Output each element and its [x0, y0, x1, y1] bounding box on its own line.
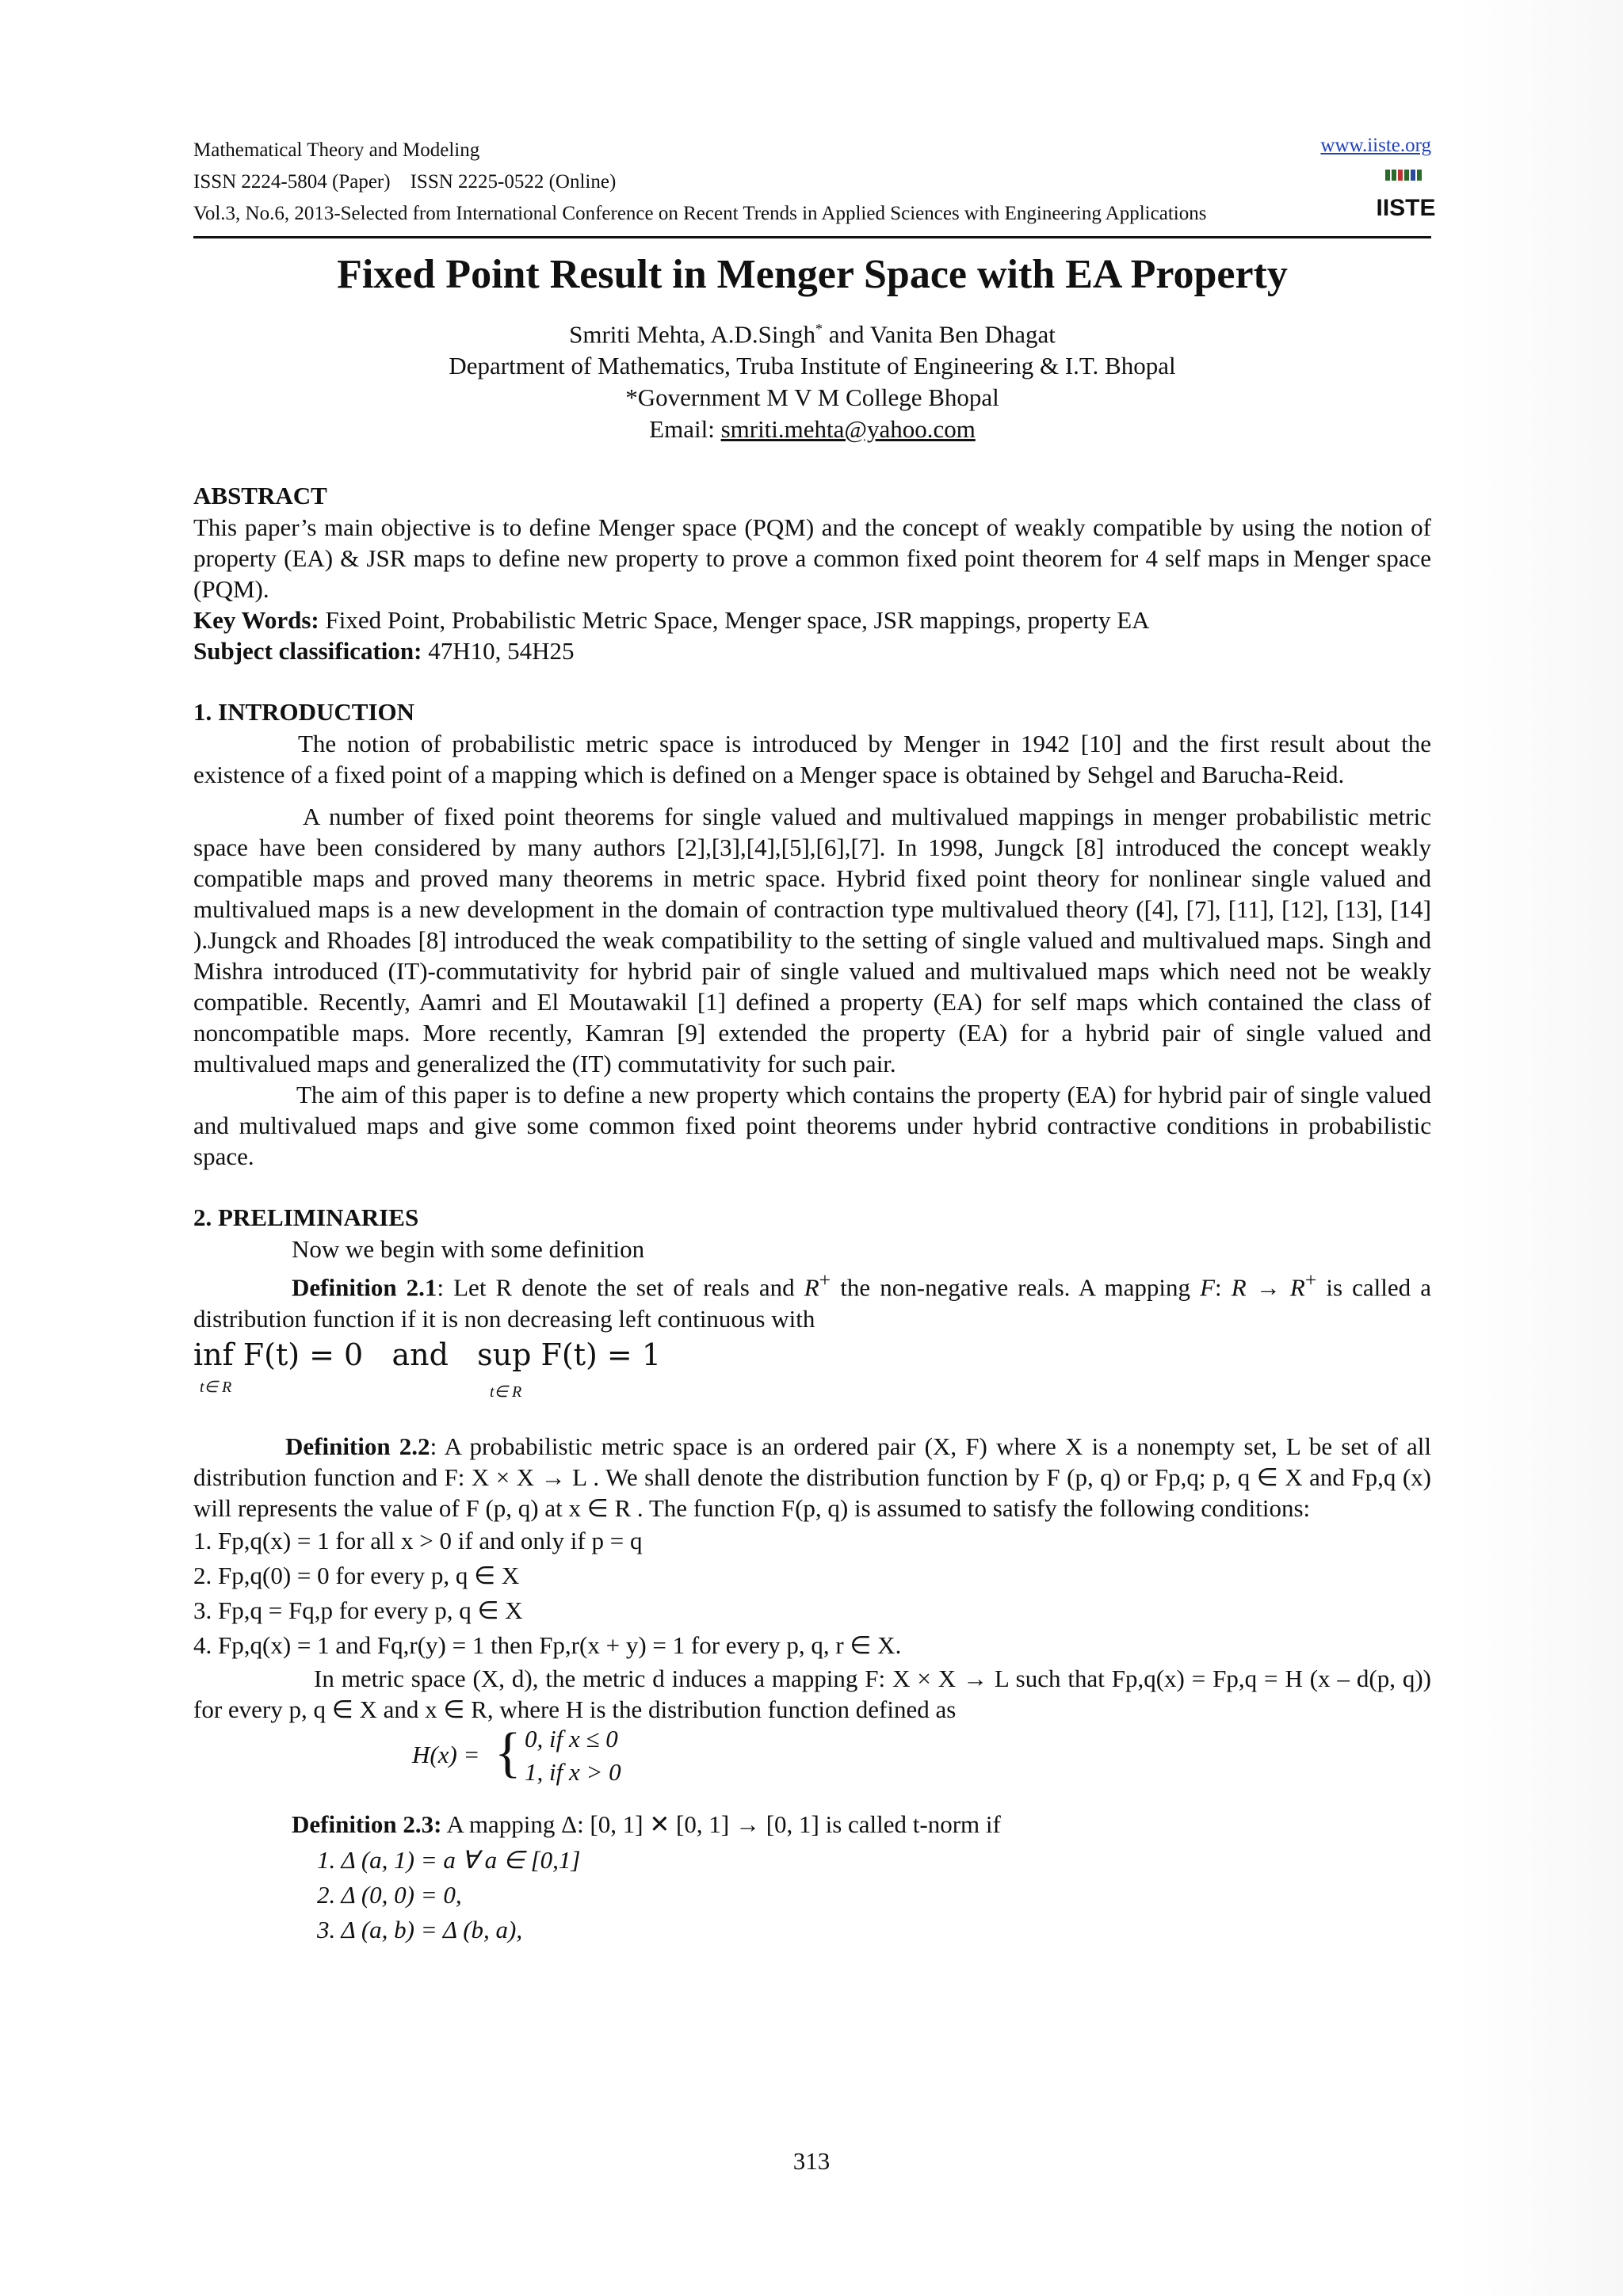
definition-2-3: Definition 2.3: A mapping Δ: [0, 1] ✕ [0, 1] → [0, 1] is called t-norm if — [292, 1810, 1001, 1838]
journal-header — [193, 135, 1436, 238]
author-block — [193, 313, 1431, 445]
paper-title: Fixed Point Result in Menger Space with EA Property — [337, 252, 1288, 297]
preliminaries-section — [193, 1202, 1431, 1947]
abstract-text: This paper’s main objective is to define Menger space (PQM) and the concept of weakly compatible by using the notion of property (EA) & JSR maps to define new property to prove a common fixed point theorem for 4 self maps in Menger space (PQM). — [193, 513, 1431, 604]
svg-text:IISTE: IISTE — [1376, 195, 1436, 221]
intro-paragraph-3: The aim of this paper is to define a new property which contains the property (EA) for hybrid pair of single valued and multivalued maps and give some common fixed point theorems under hybrid contractive conditions in probabilistic space. — [193, 1081, 1431, 1171]
tnorm-list — [193, 1843, 1431, 1947]
condition-2: 2. Fp,q(0) = 0 for every p, q ∈ X — [193, 1561, 520, 1589]
author-email: Email: smriti.mehta@yahoo.com — [649, 415, 976, 444]
journal-name: Mathematical Theory and Modeling — [193, 139, 480, 161]
metric-space-paragraph: In metric space (X, d), the metric d induces a mapping F: X × X → L such that Fp,q(x) = Fp,q = H (x – d(p, q)) for every p, q ∈ X and x ∈ R, where H is the distribution function defined as — [193, 1664, 1431, 1723]
journal-url-block — [1320, 135, 1431, 157]
issn-line: ISSN 2224-5804 (Paper) ISSN 2225-0522 (Online) — [193, 171, 617, 193]
page-number: 313 — [792, 2147, 831, 2175]
keywords-line: Key Words: Fixed Point, Probabilistic Metric Space, Menger space, JSR mappings, property EA — [193, 606, 1150, 635]
intro-paragraph-1: The notion of probabilistic metric space is introduced by Menger in 1942 [10] and the first result about the existence of a fixed point of a mapping which is defined on a Menger space is obtained by Sehgel and Barucha-Reid. — [193, 730, 1431, 789]
intro-paragraph-2: A number of fixed point theorems for single valued and multivalued mappings in menger probabilistic metric space have been considered by many authors [2],[3],[4],[5],[6],[7]. In 1998, Jungck [8] introduced the concept weakly compatible maps and proved many theorems in metric space. Hybrid fixed point theory for nonlinear single valued and multivalued maps is a new development in the domain of contraction type multivalued theory ([4], [7], [11], [12], [13], [14] ).Jungck and Rhoades [8] introduced the weak compatibility to the setting of single valued and multivalued maps. Singh and Mishra introduced (IT)-commutativity for hybrid pair of single valued and multivalued maps which need not be weakly compatible. Recently, Aamri and El Moutawakil [1] defined a property (EA) for self maps which contained the class of noncompatible maps. More recently, Kamran [9] extended the property (EA) for a hybrid pair of single valued and multivalued maps and generalized the (IT) commutativity for such pair. — [193, 803, 1431, 1078]
introduction-section — [193, 696, 1431, 1172]
author-department: Department of Mathematics, Truba Institute of Engineering & I.T. Bhopal — [449, 352, 1176, 380]
volume-line: Vol.3, No.6, 2013-Selected from International Conference on Recent Trends in Applied Sciences with Engineering Applications — [193, 203, 1207, 224]
tnorm-item-1: 1. Δ (a, 1) = a ∀ a ∈ [0,1] — [317, 1845, 581, 1874]
abstract-heading: ABSTRACT — [193, 482, 327, 510]
definition-2-1: Definition 2.1: Let R denote the set of reals and R+ the non-negative reals. A mapping F: R → R+ is called a distribution function if it is non decreasing left continuous with — [193, 1268, 1431, 1333]
abstract-section — [193, 480, 1431, 666]
inf-sup-formula: inf F(t) = 0 and sup F(t) = 1 t∈ R t∈ R — [193, 1337, 662, 1401]
journal-url-link[interactable]: www.iiste.org — [1320, 135, 1431, 156]
condition-1: 1. Fp,q(x) = 1 for all x > 0 if and only if p = q — [193, 1526, 643, 1554]
definition-2-2: Definition 2.2: A probabilistic metric space is an ordered pair (X, F) where X is a nonempty set, L be set of all distribution function and F: X × X → L . We shall denote the distribution function by F (p, q) or Fp,q; p, q ∈ X and Fp,q (x) will represents the value of F (p, q) at x ∈ R . The function F(p, q) is assumed to satisfy the following conditions: — [193, 1432, 1431, 1522]
condition-4: 4. Fp,q(x) = 1 and Fq,r(y) = 1 then Fp,r(x + y) = 1 for every p, q, r ∈ X. — [193, 1630, 902, 1659]
email-link[interactable]: smriti.mehta@yahoo.com — [720, 415, 976, 444]
tnorm-item-2: 2. Δ (0, 0) = 0, — [317, 1880, 462, 1909]
author-college: *Government M V M College Bhopal — [625, 383, 999, 412]
conditions-list — [193, 1524, 1431, 1663]
page-edge-shading — [1457, 0, 1623, 2296]
introduction-heading: 1. INTRODUCTION — [193, 698, 415, 727]
paper-page — [193, 135, 1436, 1947]
preliminaries-heading: 2. PRELIMINARIES — [193, 1203, 419, 1232]
subject-classification-line: Subject classification: 47H10, 54H25 — [193, 637, 575, 666]
iiste-logo-icon — [1376, 166, 1436, 222]
author-names: Smriti Mehta, A.D.Singh* and Vanita Ben Dhagat — [569, 320, 1056, 349]
tnorm-item-3: 3. Δ (a, b) = Δ (b, a), — [317, 1915, 523, 1943]
condition-3: 3. Fp,q = Fq,p for every p, q ∈ X — [193, 1596, 523, 1624]
h-definition: H(x) = { 0, if x ≤ 0 1, if x > 0 — [412, 1722, 621, 1786]
preliminaries-lead: Now we begin with some definition — [292, 1235, 645, 1264]
